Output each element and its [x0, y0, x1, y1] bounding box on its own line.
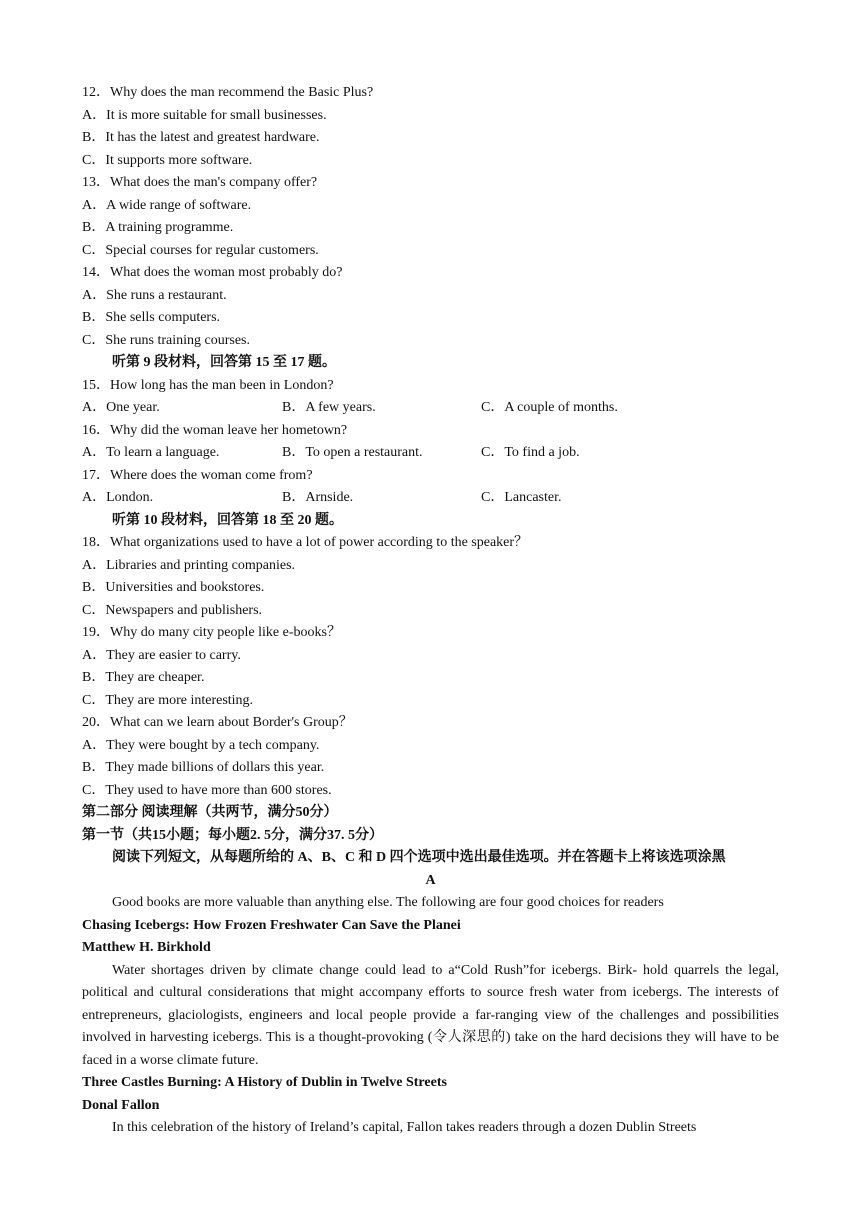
- option-17c: C．Lancaster.: [481, 490, 562, 505]
- question-16: 16．Why did the woman leave her hometown?: [82, 422, 348, 438]
- question-15: 15．How long has the man been in London?: [82, 377, 334, 393]
- book-2-author: Donal Fallon: [82, 1097, 160, 1113]
- book-2-title: Three Castles Burning: A History of Dublin in Twelve Streets: [82, 1075, 447, 1090]
- option-16b: B．To open a restaurant.: [282, 445, 423, 460]
- book-1-author: Matthew H. Birkhold: [82, 940, 211, 955]
- option-13c: C．Special courses for regular customers.: [82, 242, 319, 258]
- option-15a: A．One year.: [82, 400, 160, 415]
- option-18b: B．Universities and bookstores.: [82, 580, 265, 595]
- option-14a: A．She runs a restaurant.: [82, 287, 227, 303]
- question-17: 17．Where does the woman come from?: [82, 467, 313, 483]
- option-20b: B．They made billions of dollars this year.: [82, 760, 325, 775]
- reading-instructions: 阅读下列短文，从每题所给的 A、B、C 和 D 四个选项中选出最佳选项。并在答题卡上将该选项涂黑: [112, 850, 726, 865]
- book-1-description: Water shortages driven by climate change could lead to a“Cold Rush”for icebergs. Birk- hold quarrels the legal, political and cultural considerations that might accompany efforts to source fresh water from icebergs. The interests of entrepreneurs, glaciologists, engineers and local people provide a far-ranging view of the challenges and possibilities involved in harvesting icebergs. This is a thought-provoking (令人深思的) take on the hard decisions they will have to be faced in a worse climate future.: [82, 962, 779, 1068]
- options-16: [82, 442, 779, 465]
- option-15b: B．A few years.: [282, 400, 376, 415]
- option-18a: A．Libraries and printing companies.: [82, 557, 296, 573]
- option-19c: C．They are more interesting.: [82, 692, 254, 708]
- book-1-title: Chasing Icebergs: How Frozen Freshwater Can Save the Planei: [82, 917, 461, 933]
- question-20: 20．What can we learn about Border's Group？: [82, 715, 353, 730]
- option-19a: A．They are easier to carry.: [82, 647, 241, 663]
- option-20a: A．They were bought by a tech company.: [82, 737, 320, 753]
- question-12: 12．Why does the man recommend the Basic Plus?: [82, 85, 374, 100]
- option-17b: B．Arnside.: [282, 490, 354, 505]
- option-16c: C．To find a job.: [481, 445, 580, 460]
- passage-intro: Good books are more valuable than anything else. The following are four good choices for readers: [112, 895, 664, 910]
- book-2-description: In this celebration of the history of Ireland’s capital, Fallon takes readers through a dozen Dublin Streets: [112, 1120, 697, 1135]
- question-19: 19．Why do many city people like e-books？: [82, 625, 341, 640]
- options-17: [82, 487, 779, 510]
- question-18: 18．What organizations used to have a lot of power according to the speaker？: [82, 535, 529, 550]
- section-1-title: 第一节（共15小题；每小题2. 5分，满分37. 5分）: [82, 827, 383, 843]
- option-15c: C．A couple of months.: [481, 400, 618, 415]
- option-13b: B．A training programme.: [82, 220, 234, 235]
- option-18c: C．Newspapers and publishers.: [82, 602, 263, 618]
- option-12a: A．It is more suitable for small businesses.: [82, 107, 327, 123]
- section-9-heading: 听第 9 段材料，回答第 15 至 17 题。: [112, 355, 336, 370]
- passage-label: A: [425, 872, 436, 888]
- question-13: 13．What does the man's company offer?: [82, 175, 318, 190]
- option-16a: A．To learn a language.: [82, 445, 220, 460]
- option-12b: B．It has the latest and greatest hardware.: [82, 130, 320, 145]
- option-14c: C．She runs training courses.: [82, 332, 250, 348]
- option-12c: C．It supports more software.: [82, 152, 253, 168]
- exam-page: [82, 82, 779, 1140]
- option-13a: A．A wide range of software.: [82, 197, 252, 213]
- option-14b: B．She sells computers.: [82, 310, 221, 325]
- options-15: [82, 397, 779, 420]
- option-19b: B．They are cheaper.: [82, 670, 205, 685]
- option-20c: C．They used to have more than 600 stores.: [82, 782, 332, 798]
- part-2-title: 第二部分 阅读理解（共两节，满分50分）: [82, 805, 338, 820]
- section-10-heading: 听第 10 段材料，回答第 18 至 20 题。: [112, 512, 343, 528]
- question-14: 14．What does the woman most probably do?: [82, 265, 343, 280]
- option-17a: A．London.: [82, 490, 154, 505]
